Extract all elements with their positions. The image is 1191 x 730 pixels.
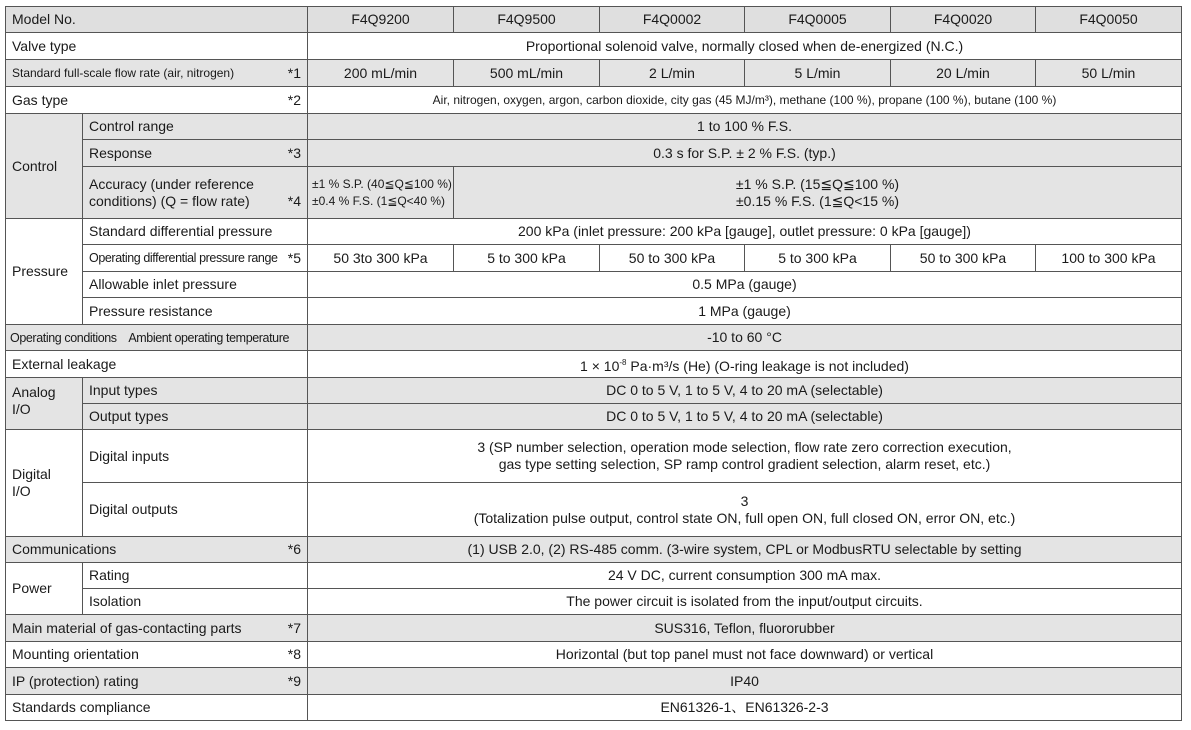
control-group-label: Control — [6, 114, 83, 219]
analog-output-value: DC 0 to 5 V, 1 to 5 V, 4 to 20 mA (selectable) — [308, 404, 1182, 430]
accuracy-other-models — [454, 167, 1182, 219]
analog-input-label: Input types — [83, 378, 308, 404]
accuracy-first-model — [308, 167, 454, 219]
row-op-diff-pressure — [6, 245, 1182, 272]
note-marker: *7 — [287, 619, 301, 636]
op-diff-pressure-cell: 100 to 300 kPa — [1036, 245, 1182, 272]
row-gas-type — [6, 87, 1182, 114]
row-digital-outputs — [6, 483, 1182, 537]
analog-input-value: DC 0 to 5 V, 1 to 5 V, 4 to 20 mA (selectable) — [308, 378, 1182, 404]
note-marker: *8 — [287, 646, 301, 662]
row-power-isolation — [6, 589, 1182, 615]
row-inlet-pressure — [6, 272, 1182, 298]
digital-inputs-line: gas type setting selection, SP ramp control gradient selection, alarm reset, etc.) — [498, 456, 991, 472]
gas-type-label: Gas type — [12, 91, 69, 108]
row-external-leakage — [6, 351, 1182, 378]
ip-rating-label: IP (protection) rating — [12, 672, 139, 689]
digital-group-line: I/O — [12, 483, 31, 499]
model-cell: F4Q0020 — [891, 7, 1036, 33]
analog-output-label: Output types — [83, 404, 308, 430]
row-standards — [6, 695, 1182, 721]
row-valve-type — [6, 33, 1182, 60]
op-diff-pressure-cell: 50 3to 300 kPa — [308, 245, 454, 272]
control-range-value: 1 to 100 % F.S. — [308, 114, 1182, 140]
flow-rate-cell: 500 mL/min — [454, 60, 600, 87]
row-control-range — [6, 114, 1182, 140]
control-range-label: Control range — [83, 114, 308, 140]
valve-type-label: Valve type — [6, 33, 308, 60]
response-value: 0.3 s for S.P. ± 2 % F.S. (typ.) — [308, 140, 1182, 167]
spec-table — [5, 6, 1182, 721]
pressure-group-label: Pressure — [6, 219, 83, 325]
row-std-diff-pressure — [6, 219, 1182, 245]
row-accuracy — [6, 167, 1182, 219]
mounting-value: Horizontal (but top panel must not face downward) or vertical — [308, 642, 1182, 668]
note-marker: *3 — [287, 144, 301, 161]
digital-outputs-value — [308, 483, 1182, 537]
op-diff-pressure-cell: 50 to 300 kPa — [600, 245, 745, 272]
pressure-resistance-label: Pressure resistance — [83, 298, 308, 325]
digital-inputs-label: Digital inputs — [83, 430, 308, 483]
material-label: Main material of gas-contacting parts — [12, 619, 242, 636]
power-group-label: Power — [6, 563, 83, 615]
pressure-resistance-value: 1 MPa (gauge) — [308, 298, 1182, 325]
operating-group-label: Operating conditions — [10, 330, 117, 345]
flow-rate-cell: 20 L/min — [891, 60, 1036, 87]
leakage-label: External leakage — [6, 351, 308, 378]
op-diff-pressure-label: Operating differential pressure range — [89, 250, 278, 265]
valve-type-value: Proportional solenoid valve, normally closed when de-energized (N.C.) — [308, 33, 1182, 60]
leakage-value — [308, 351, 1182, 378]
note-marker: *9 — [287, 672, 301, 689]
model-cell: F4Q0050 — [1036, 7, 1182, 33]
leakage-exponent: -8 — [619, 357, 627, 367]
accuracy-value-line: ±0.4 % F.S. (1≦Q<40 %) — [312, 193, 446, 208]
row-analog-input — [6, 378, 1182, 404]
row-model — [6, 7, 1182, 33]
flow-rate-cell: 5 L/min — [745, 60, 891, 87]
op-diff-pressure-cell: 50 to 300 kPa — [891, 245, 1036, 272]
communications-label: Communications — [12, 541, 117, 557]
row-power-rating — [6, 563, 1182, 589]
power-rating-label: Rating — [83, 563, 308, 589]
power-isolation-label: Isolation — [83, 589, 308, 615]
inlet-pressure-label: Allowable inlet pressure — [83, 272, 308, 298]
standards-value: EN61326-1、EN61326-2-3 — [308, 695, 1182, 721]
row-pressure-resistance — [6, 298, 1182, 325]
row-digital-inputs — [6, 430, 1182, 483]
power-isolation-value: The power circuit is isolated from the input/output circuits. — [308, 589, 1182, 615]
accuracy-label-line: Accuracy (under reference — [89, 175, 254, 192]
ambient-temp-value: -10 to 60 °C — [308, 325, 1182, 351]
analog-group-line: Analog — [12, 384, 56, 400]
accuracy-value-line: ±0.15 % F.S. (1≦Q<15 %) — [736, 192, 899, 209]
note-marker: *4 — [287, 192, 301, 209]
model-label: Model No. — [6, 7, 308, 33]
digital-inputs-value — [308, 430, 1182, 483]
row-mounting — [6, 642, 1182, 668]
standards-label: Standards compliance — [6, 695, 308, 721]
accuracy-label-line: conditions) (Q = flow rate) — [89, 192, 250, 209]
leakage-value-unit: Pa·m³/s (He) (O-ring leakage is not included) — [626, 357, 909, 374]
mounting-label: Mounting orientation — [12, 646, 139, 662]
row-response — [6, 140, 1182, 167]
digital-group-label — [6, 430, 83, 537]
note-marker: *6 — [287, 541, 301, 557]
digital-inputs-line: 3 (SP number selection, operation mode selection, flow rate zero correction execution, — [477, 439, 1012, 455]
note-marker: *5 — [287, 249, 301, 266]
flow-rate-cell: 200 mL/min — [308, 60, 454, 87]
analog-group-label — [6, 378, 83, 430]
row-material — [6, 615, 1182, 642]
row-flow-rate — [6, 60, 1182, 87]
note-marker: *1 — [287, 64, 301, 81]
std-diff-pressure-label: Standard differential pressure — [83, 219, 308, 245]
flow-rate-label: Standard full-scale flow rate (air, nitrogen) — [12, 65, 235, 80]
accuracy-value-line: ±1 % S.P. (15≦Q≦100 %) — [735, 175, 900, 192]
row-ip-rating — [6, 668, 1182, 695]
ip-rating-value: IP40 — [308, 668, 1182, 695]
flow-rate-cell: 50 L/min — [1036, 60, 1182, 87]
row-communications — [6, 537, 1182, 563]
digital-outputs-line: 3 — [740, 492, 749, 509]
model-cell: F4Q9200 — [308, 7, 454, 33]
flow-rate-cell: 2 L/min — [600, 60, 745, 87]
row-analog-output — [6, 404, 1182, 430]
power-rating-value: 24 V DC, current consumption 300 mA max. — [308, 563, 1182, 589]
gas-type-value: Air, nitrogen, oxygen, argon, carbon dioxide, city gas (45 MJ/m³), methane (100 %), propane (100 %), butane (100 %) — [308, 87, 1182, 114]
model-cell: F4Q0002 — [600, 7, 745, 33]
digital-group-line: Digital — [12, 466, 51, 482]
digital-outputs-line: (Totalization pulse output, control state ON, full open ON, full closed ON, error ON, etc.) — [473, 509, 1016, 526]
analog-group-line: I/O — [12, 401, 31, 417]
response-label: Response — [89, 144, 153, 161]
note-marker: *2 — [287, 91, 301, 108]
op-diff-pressure-cell: 5 to 300 kPa — [745, 245, 891, 272]
digital-outputs-label: Digital outputs — [83, 483, 308, 537]
inlet-pressure-value: 0.5 MPa (gauge) — [308, 272, 1182, 298]
leakage-value-base: 1 × 10 — [580, 357, 620, 374]
model-cell: F4Q9500 — [454, 7, 600, 33]
material-value: SUS316, Teflon, fluororubber — [308, 615, 1182, 642]
std-diff-pressure-value: 200 kPa (inlet pressure: 200 kPa [gauge], outlet pressure: 0 kPa [gauge]) — [308, 219, 1182, 245]
communications-value: (1) USB 2.0, (2) RS-485 comm. (3-wire system, CPL or ModbusRTU selectable by setting — [308, 537, 1182, 563]
row-operating-conditions — [6, 325, 1182, 351]
op-diff-pressure-cell: 5 to 300 kPa — [454, 245, 600, 272]
ambient-temp-label: Ambient operating temperature — [128, 330, 290, 345]
model-cell: F4Q0005 — [745, 7, 891, 33]
accuracy-value-line: ±1 % S.P. (40≦Q≦100 %) — [312, 176, 452, 191]
